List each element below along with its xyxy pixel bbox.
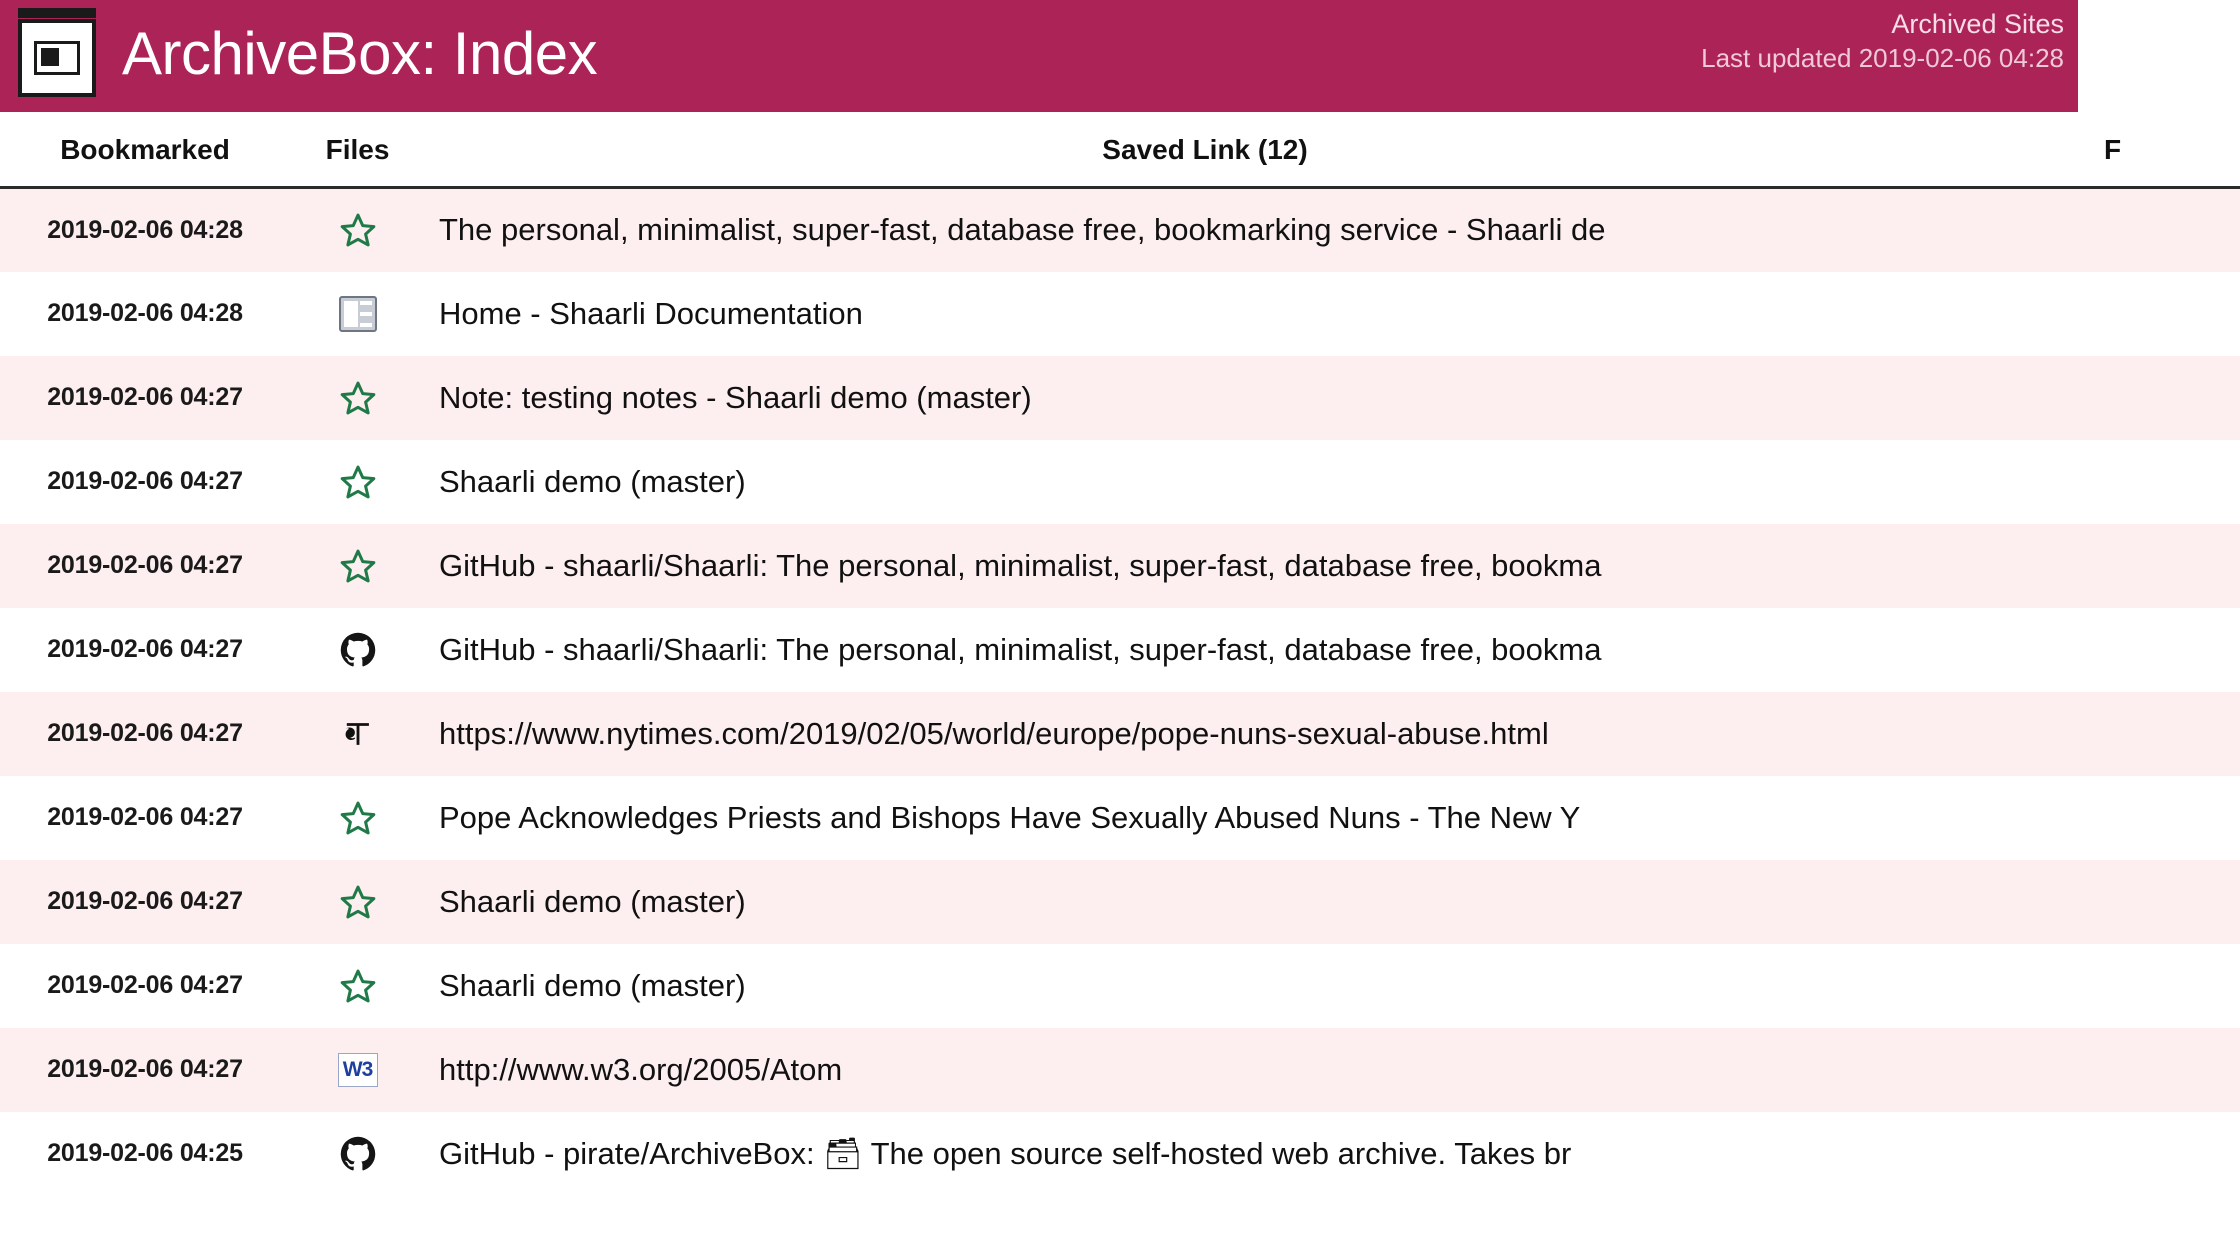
index-table-container[interactable] bbox=[0, 112, 2122, 1238]
archived-sites-label: Archived Sites bbox=[1891, 9, 2064, 39]
star-icon bbox=[338, 966, 378, 1006]
row-saved-link-title[interactable]: GitHub - shaarli/Shaarli: The personal, minimalist, super-fast, database free, bookma bbox=[439, 547, 1602, 583]
last-updated-label: Last updated 2019-02-06 04:28 bbox=[1701, 42, 2064, 73]
column-header-files[interactable]: Files bbox=[290, 112, 425, 188]
row-bookmarked-date: 2019-02-06 04:28 bbox=[47, 215, 243, 244]
row-favicon-cell[interactable] bbox=[290, 1028, 425, 1112]
table-header-row bbox=[0, 112, 2240, 188]
row-saved-link-title[interactable]: https://www.nytimes.com/2019/02/05/world/europe/pope-nuns-sexual-abuse.html bbox=[439, 715, 1549, 751]
row-files-cell bbox=[1985, 692, 2240, 776]
page-header bbox=[0, 0, 2078, 112]
row-favicon-cell[interactable] bbox=[290, 860, 425, 944]
table-row[interactable] bbox=[0, 524, 2240, 608]
row-files-cell bbox=[1985, 776, 2240, 860]
row-files-cell bbox=[1985, 524, 2240, 608]
row-bookmarked-date: 2019-02-06 04:27 bbox=[47, 1055, 243, 1083]
table-row[interactable] bbox=[0, 944, 2240, 1028]
column-header-bookmarked[interactable]: Bookmarked bbox=[0, 112, 290, 188]
logo-cap-decoration bbox=[18, 8, 96, 18]
row-favicon-cell[interactable] bbox=[290, 944, 425, 1028]
row-favicon-cell[interactable] bbox=[290, 524, 425, 608]
row-files-cell bbox=[1985, 356, 2240, 440]
header-status bbox=[1701, 8, 2064, 74]
nytimes-icon bbox=[338, 714, 378, 754]
row-saved-link-title[interactable]: Shaarli demo (master) bbox=[439, 883, 746, 919]
row-files-cell bbox=[1985, 1112, 2240, 1196]
row-files-cell bbox=[1985, 1028, 2240, 1112]
row-saved-link-title[interactable]: GitHub - pirate/ArchiveBox: 🗃 The open source self-hosted web archive. Takes br bbox=[439, 1136, 1572, 1171]
github-icon bbox=[338, 630, 378, 670]
table-row[interactable] bbox=[0, 692, 2240, 776]
row-saved-link-title[interactable]: Pope Acknowledges Priests and Bishops Have Sexually Abused Nuns - The New Y bbox=[439, 799, 1581, 835]
row-bookmarked-date: 2019-02-06 04:27 bbox=[47, 467, 243, 495]
row-bookmarked-date: 2019-02-06 04:28 bbox=[47, 299, 243, 327]
row-favicon-cell[interactable] bbox=[290, 188, 425, 272]
archive-index-table bbox=[0, 112, 2240, 1196]
table-row[interactable] bbox=[0, 272, 2240, 356]
row-saved-link-title[interactable]: http://www.w3.org/2005/Atom bbox=[439, 1051, 843, 1087]
page-title: ArchiveBox: Index bbox=[122, 20, 598, 87]
row-saved-link-title[interactable]: The personal, minimalist, super-fast, database free, bookmarking service - Shaarli de bbox=[439, 212, 1606, 248]
github-icon bbox=[338, 1134, 378, 1174]
row-files-cell bbox=[1985, 272, 2240, 356]
row-bookmarked-date: 2019-02-06 04:27 bbox=[47, 551, 243, 579]
row-bookmarked-date: 2019-02-06 04:27 bbox=[47, 635, 243, 663]
row-files-cell bbox=[1985, 608, 2240, 692]
row-bookmarked-date: 2019-02-06 04:27 bbox=[47, 719, 243, 747]
star-icon bbox=[338, 546, 378, 586]
row-favicon-cell[interactable] bbox=[290, 356, 425, 440]
row-bookmarked-date: 2019-02-06 04:25 bbox=[47, 1139, 243, 1167]
row-files-cell bbox=[1985, 944, 2240, 1028]
star-icon bbox=[338, 882, 378, 922]
table-row[interactable] bbox=[0, 1112, 2240, 1196]
table-head bbox=[0, 112, 2240, 188]
logo-inner-shape bbox=[34, 41, 80, 75]
row-saved-link-title[interactable]: Home - Shaarli Documentation bbox=[439, 295, 863, 331]
row-saved-link-title[interactable]: Note: testing notes - Shaarli demo (master) bbox=[439, 379, 1032, 415]
row-files-cell bbox=[1985, 440, 2240, 524]
archivebox-logo-icon[interactable] bbox=[18, 19, 96, 97]
row-files-cell bbox=[1985, 188, 2240, 272]
table-row[interactable] bbox=[0, 188, 2240, 272]
row-saved-link-title[interactable]: Shaarli demo (master) bbox=[439, 463, 746, 499]
table-row[interactable] bbox=[0, 356, 2240, 440]
star-icon bbox=[338, 210, 378, 250]
w3-icon: W3 bbox=[338, 1053, 378, 1087]
table-row[interactable] bbox=[0, 776, 2240, 860]
table-body bbox=[0, 188, 2240, 1196]
column-header-saved-link[interactable]: Saved Link (12) bbox=[425, 112, 1985, 188]
row-favicon-cell[interactable] bbox=[290, 692, 425, 776]
table-row[interactable] bbox=[0, 440, 2240, 524]
row-favicon-cell[interactable] bbox=[290, 776, 425, 860]
row-bookmarked-date: 2019-02-06 04:27 bbox=[47, 971, 243, 999]
row-favicon-cell[interactable] bbox=[290, 1112, 425, 1196]
table-row[interactable] bbox=[0, 860, 2240, 944]
table-row[interactable] bbox=[0, 608, 2240, 692]
star-icon bbox=[338, 462, 378, 502]
row-files-cell bbox=[1985, 860, 2240, 944]
column-header-files-right[interactable]: F bbox=[1985, 112, 2240, 188]
row-saved-link-title[interactable]: GitHub - shaarli/Shaarli: The personal, minimalist, super-fast, database free, bookma bbox=[439, 631, 1602, 667]
table-row[interactable] bbox=[0, 1028, 2240, 1112]
star-icon bbox=[338, 798, 378, 838]
row-favicon-cell[interactable] bbox=[290, 608, 425, 692]
star-icon bbox=[338, 378, 378, 418]
row-bookmarked-date: 2019-02-06 04:27 bbox=[47, 383, 243, 411]
document-icon bbox=[339, 296, 377, 332]
row-favicon-cell[interactable] bbox=[290, 440, 425, 524]
row-bookmarked-date: 2019-02-06 04:27 bbox=[47, 887, 243, 915]
row-favicon-cell[interactable] bbox=[290, 272, 425, 356]
row-saved-link-title[interactable]: Shaarli demo (master) bbox=[439, 967, 746, 1003]
row-bookmarked-date: 2019-02-06 04:27 bbox=[47, 803, 243, 831]
